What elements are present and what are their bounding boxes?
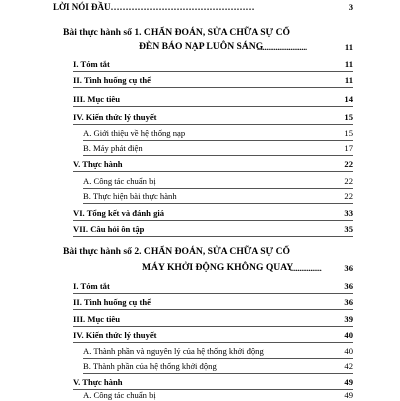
- toc-row: V. Thực hành 49: [73, 376, 353, 388]
- toc-row: VI. Tổng kết và đánh giá 33: [73, 207, 353, 219]
- section-1-title-text: Bài thực hành số 1. CHẨN ĐOÁN, SỬA CHỮA SỰ CỐ: [63, 27, 290, 38]
- toc-row: III. Mục tiêu 14: [73, 93, 353, 105]
- toc-row: B. Máy phát điện 17: [83, 142, 353, 154]
- toc-row: II. Tình huống cụ thể 11: [73, 74, 353, 86]
- toc-row: I. Tóm tắt 11: [73, 58, 353, 70]
- toc-row: V. Thực hành 22: [73, 158, 353, 170]
- section-1-title-text-2: ĐÈN BÁO NẠP LUÔN SÁNG: [139, 41, 264, 52]
- toc-row: A. Công tác chuẩn bị 22: [83, 175, 353, 187]
- section-2-title-line2: MÁY KHỞI ĐỘNG KHÔNG QUAY ................. 36: [142, 262, 353, 273]
- toc-row: A. Công tác chuẩn bị 49: [83, 390, 353, 400]
- toc-intro-row: [53, 1, 353, 13]
- toc-row: VII. Câu hỏi ôn tập 35: [73, 223, 353, 235]
- section-2-title-line1: [63, 246, 353, 258]
- toc-row: IV. Kiến thức lý thuyết 40: [73, 329, 353, 341]
- section-2-title-text: Bài thực hành số 2. CHẨN ĐOÁN, SỬA CHỮA SỰ CỐ: [63, 246, 290, 257]
- toc-row: IV. Kiến thức lý thuyết 15: [73, 111, 353, 123]
- toc-row: I. Tóm tắt 36: [73, 280, 353, 292]
- toc-row: II. Tình huống cụ thể 36: [73, 296, 353, 308]
- section-2-title-text-2: MÁY KHỞI ĐỘNG KHÔNG QUAY: [142, 262, 294, 273]
- toc-intro-label: LỜI NÓI ĐẦU…………………………………………: [53, 2, 255, 12]
- toc-row: B. Thành phần của hệ thống khởi động 42: [83, 360, 353, 372]
- toc-row: A. Giới thiệu về hệ thống nạp 15: [83, 127, 353, 139]
- section-2-title-page: 36: [344, 263, 353, 273]
- section-1-title-line2: ĐÈN BÁO NẠP LUÔN SÁNG ........................... 11: [139, 41, 353, 52]
- toc-row: B. Thực hiện bài thực hành 22: [83, 190, 353, 202]
- toc-intro-page: 3: [348, 2, 353, 12]
- section-1-title-line1: [63, 27, 353, 39]
- section-1-title-page: 11: [344, 42, 353, 52]
- toc-row: III. Mục tiêu 39: [73, 313, 353, 325]
- toc-row: A. Thành phần và nguyên lý của hệ thống khởi động 40: [83, 345, 353, 357]
